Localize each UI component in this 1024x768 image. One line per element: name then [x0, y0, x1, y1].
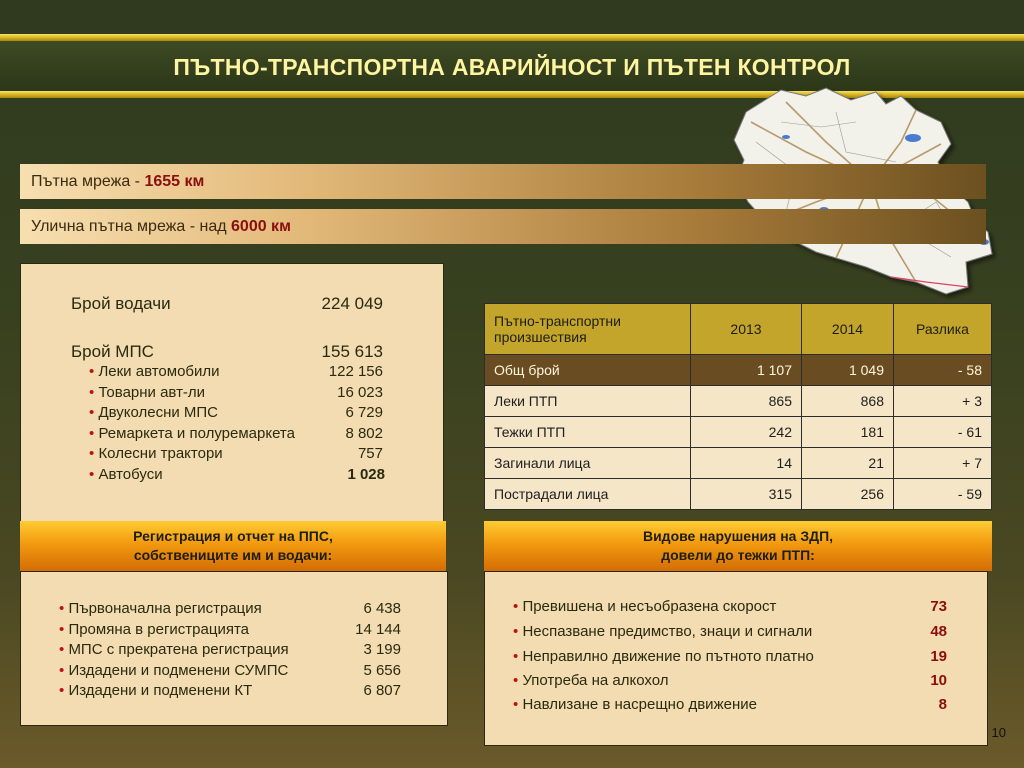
table-row — [485, 355, 992, 386]
item-value: 6 438 — [363, 600, 401, 617]
registration-header — [20, 521, 446, 571]
table-row — [485, 386, 992, 417]
item-value: 122 156 — [328, 363, 383, 380]
item-value: 16 023 — [337, 384, 383, 401]
bullet-icon: • — [59, 662, 65, 679]
bullet-icon: • — [513, 623, 519, 640]
top-gold-line — [0, 34, 1024, 41]
list-item — [59, 600, 401, 617]
road-network-label: Пътна мрежа - — [31, 173, 145, 190]
item-label: Товарни авт-ли — [98, 384, 206, 401]
item-label: Промяна в регистрацията — [68, 621, 249, 638]
bullet-icon: • — [89, 466, 95, 483]
street-network-strip — [20, 209, 986, 244]
row-diff: + 3 — [894, 386, 992, 417]
drivers-value: 224 049 — [321, 294, 383, 313]
header-label-line2: произшествия — [494, 329, 587, 345]
list-item — [89, 404, 383, 421]
item-label: Употреба на алкохол — [522, 672, 669, 689]
bullet-icon: • — [89, 425, 95, 442]
row-2014: 1 049 — [802, 355, 894, 386]
item-value: 6 729 — [345, 404, 383, 421]
table-row — [485, 479, 992, 510]
item-label: Леки автомобили — [98, 363, 220, 380]
item-label: МПС с прекратена регистрация — [68, 641, 289, 658]
item-value: 1 028 — [347, 466, 385, 483]
registration-title-line2: собствениците им и водачи: — [133, 547, 333, 563]
bullet-icon: • — [89, 404, 95, 421]
road-network-value: 1655 км — [144, 173, 205, 190]
accidents-table — [484, 303, 992, 510]
item-value: 19 — [930, 648, 947, 665]
item-label: Неправилно движение по пътното платно — [522, 648, 814, 665]
item-value: 3 199 — [363, 641, 401, 658]
row-label: Общ брой — [485, 355, 691, 386]
bullet-icon: • — [59, 641, 65, 658]
bullet-icon: • — [513, 672, 519, 689]
header-diff: Разлика — [894, 304, 992, 355]
item-value: 8 802 — [345, 425, 383, 442]
drivers-label: Брой водачи — [71, 294, 171, 313]
list-item — [59, 662, 401, 679]
list-item — [59, 682, 401, 699]
list-item — [89, 425, 383, 442]
registration-title-line1: Регистрация и отчет на ППС, — [133, 528, 333, 544]
violations-title-line2: довели до тежки ПТП: — [661, 547, 815, 563]
header-2013: 2013 — [691, 304, 802, 355]
bullet-icon: • — [59, 600, 65, 617]
page-title: ПЪТНО-ТРАНСПОРТНА АВАРИЙНОСТ И ПЪТЕН КОНТРОЛ — [173, 54, 851, 80]
item-label: Неспазване предимство, знаци и сигнали — [522, 623, 813, 640]
row-2013: 242 — [691, 417, 802, 448]
header-label-line1: Пътно-транспортни — [494, 313, 621, 329]
bullet-icon: • — [59, 621, 65, 638]
item-label: Издадени и подменени СУМПС — [68, 662, 289, 679]
item-value: 6 807 — [363, 682, 401, 699]
item-label: Ремаркета и полуремаркета — [98, 425, 295, 442]
list-item — [59, 621, 401, 638]
row-label: Леки ПТП — [485, 386, 691, 417]
list-item — [89, 384, 383, 401]
street-network-value: 6000 км — [231, 218, 291, 235]
vehicles-value: 155 613 — [321, 342, 383, 361]
table-row — [485, 417, 992, 448]
list-item — [89, 363, 383, 380]
item-label: Навлизане в насрещно движение — [522, 696, 757, 713]
registration-panel — [20, 571, 448, 726]
header-2014: 2014 — [802, 304, 894, 355]
list-item — [513, 696, 947, 713]
bullet-icon: • — [89, 445, 95, 462]
bullet-icon: • — [513, 598, 519, 615]
vehicles-label: Брой МПС — [71, 342, 154, 361]
violations-title-line1: Видове нарушения на ЗДП, — [642, 528, 834, 544]
row-2014: 868 — [802, 386, 894, 417]
table-row — [485, 448, 992, 479]
list-item — [513, 623, 947, 640]
bullet-icon: • — [513, 696, 519, 713]
item-value: 8 — [938, 696, 947, 713]
item-value: 757 — [357, 445, 383, 462]
list-item — [59, 641, 401, 658]
item-label: Автобуси — [98, 466, 163, 483]
list-item — [513, 598, 947, 615]
row-2014: 256 — [802, 479, 894, 510]
list-item — [89, 466, 385, 483]
row-diff: + 7 — [894, 448, 992, 479]
bullet-icon: • — [59, 682, 65, 699]
row-2013: 315 — [691, 479, 802, 510]
row-diff: - 61 — [894, 417, 992, 448]
item-value: 14 144 — [355, 621, 401, 638]
bullet-icon: • — [89, 363, 95, 380]
item-label: Първоначална регистрация — [68, 600, 262, 617]
violations-header — [484, 521, 992, 571]
item-value: 5 656 — [363, 662, 401, 679]
violations-panel — [484, 571, 988, 746]
item-label: Издадени и подменени КТ — [68, 682, 253, 699]
row-2013: 865 — [691, 386, 802, 417]
item-value: 10 — [930, 672, 947, 689]
row-label: Загинали лица — [485, 448, 691, 479]
list-item — [89, 445, 383, 462]
row-diff: - 58 — [894, 355, 992, 386]
item-value: 48 — [930, 623, 947, 640]
bullet-icon: • — [513, 648, 519, 665]
list-item — [513, 648, 947, 665]
header-label-cell — [485, 304, 691, 355]
row-label: Пострадали лица — [485, 479, 691, 510]
page-number: 10 — [991, 725, 1006, 740]
vehicles-row — [71, 342, 383, 362]
vehicle-stats-panel — [20, 263, 444, 522]
bullet-icon: • — [89, 384, 95, 401]
row-label: Тежки ПТП — [485, 417, 691, 448]
row-2013: 14 — [691, 448, 802, 479]
street-network-label: Улична пътна мрежа - над — [31, 218, 232, 235]
row-diff: - 59 — [894, 479, 992, 510]
drivers-row — [71, 294, 383, 314]
item-label: Двуколесни МПС — [98, 404, 219, 421]
row-2013: 1 107 — [691, 355, 802, 386]
list-item — [513, 672, 947, 689]
road-network-strip — [20, 164, 986, 199]
row-2014: 21 — [802, 448, 894, 479]
row-2014: 181 — [802, 417, 894, 448]
item-label: Превишена и несъобразена скорост — [522, 598, 777, 615]
item-value: 73 — [930, 598, 947, 615]
table-header-row — [485, 304, 992, 355]
item-label: Колесни трактори — [98, 445, 223, 462]
